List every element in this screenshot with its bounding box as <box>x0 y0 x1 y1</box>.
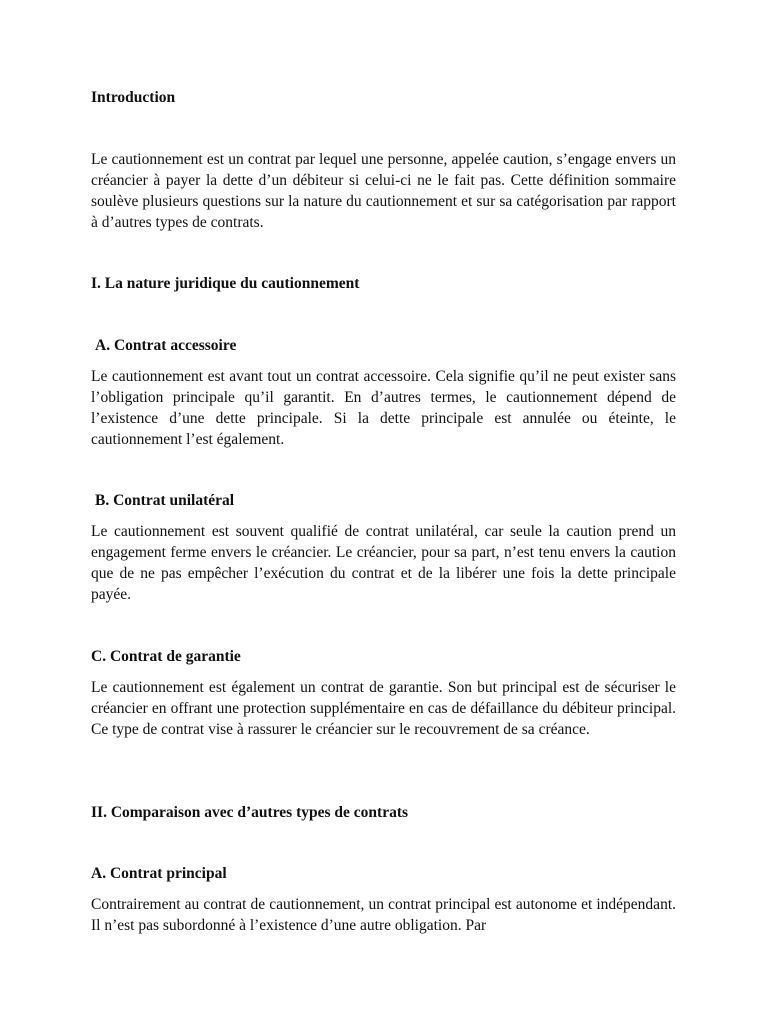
section-1a-heading: A. Contrat accessoire <box>95 337 237 354</box>
section-2a-heading: A. Contrat principal <box>91 865 227 882</box>
section-1c-heading: C. Contrat de garantie <box>91 648 241 665</box>
section-1b-paragraph: Le cautionnement est souvent qualifié de contrat unilatéral, car seule la caution prend un engagement ferme envers le créancier. Le créancier, pour sa part, n’est tenu envers la caution que de ne pas empêcher l’exécution du contrat et de la libérer une fois la dette principale payée. <box>91 523 676 603</box>
section-1c-paragraph: Le cautionnement est également un contrat de garantie. Son but principal est de sécuriser le créancier en offrant une protection supplémentaire en cas de défaillance du débiteur principal. Ce type de contrat vise à rassurer le créancier sur le recouvrement de sa créance. <box>91 679 676 738</box>
section-1b-heading: B. Contrat unilatéral <box>95 492 235 509</box>
section-2-heading: II. Comparaison avec d’autres types de contrats <box>91 804 409 821</box>
section-1a-paragraph: Le cautionnement est avant tout un contrat accessoire. Cela signifie qu’il ne peut exister sans l’obligation principale qu’il garantit. En d’autres termes, le cautionnement dépend de l’existence d’une dette principale. Si la dette principale est annulée ou éteinte, le cautionnement l’est également. <box>91 368 676 448</box>
section-2a-paragraph: Contrairement au contrat de cautionnement, un contrat principal est autonome et indépendant. Il n’est pas subordonné à l’existence d’une autre obligation. Par <box>91 896 676 934</box>
section-1-heading: I. La nature juridique du cautionnement <box>91 275 360 292</box>
intro-heading: Introduction <box>91 89 176 106</box>
intro-paragraph: Le cautionnement est un contrat par lequel une personne, appelée caution, s’engage envers un créancier à payer la dette d’un débiteur si celui-ci ne le fait pas. Cette définition sommaire soulève plusieurs questions sur la nature du cautionnement et sur sa catégorisation par rapport à d’autres types de contrats. <box>91 151 676 231</box>
